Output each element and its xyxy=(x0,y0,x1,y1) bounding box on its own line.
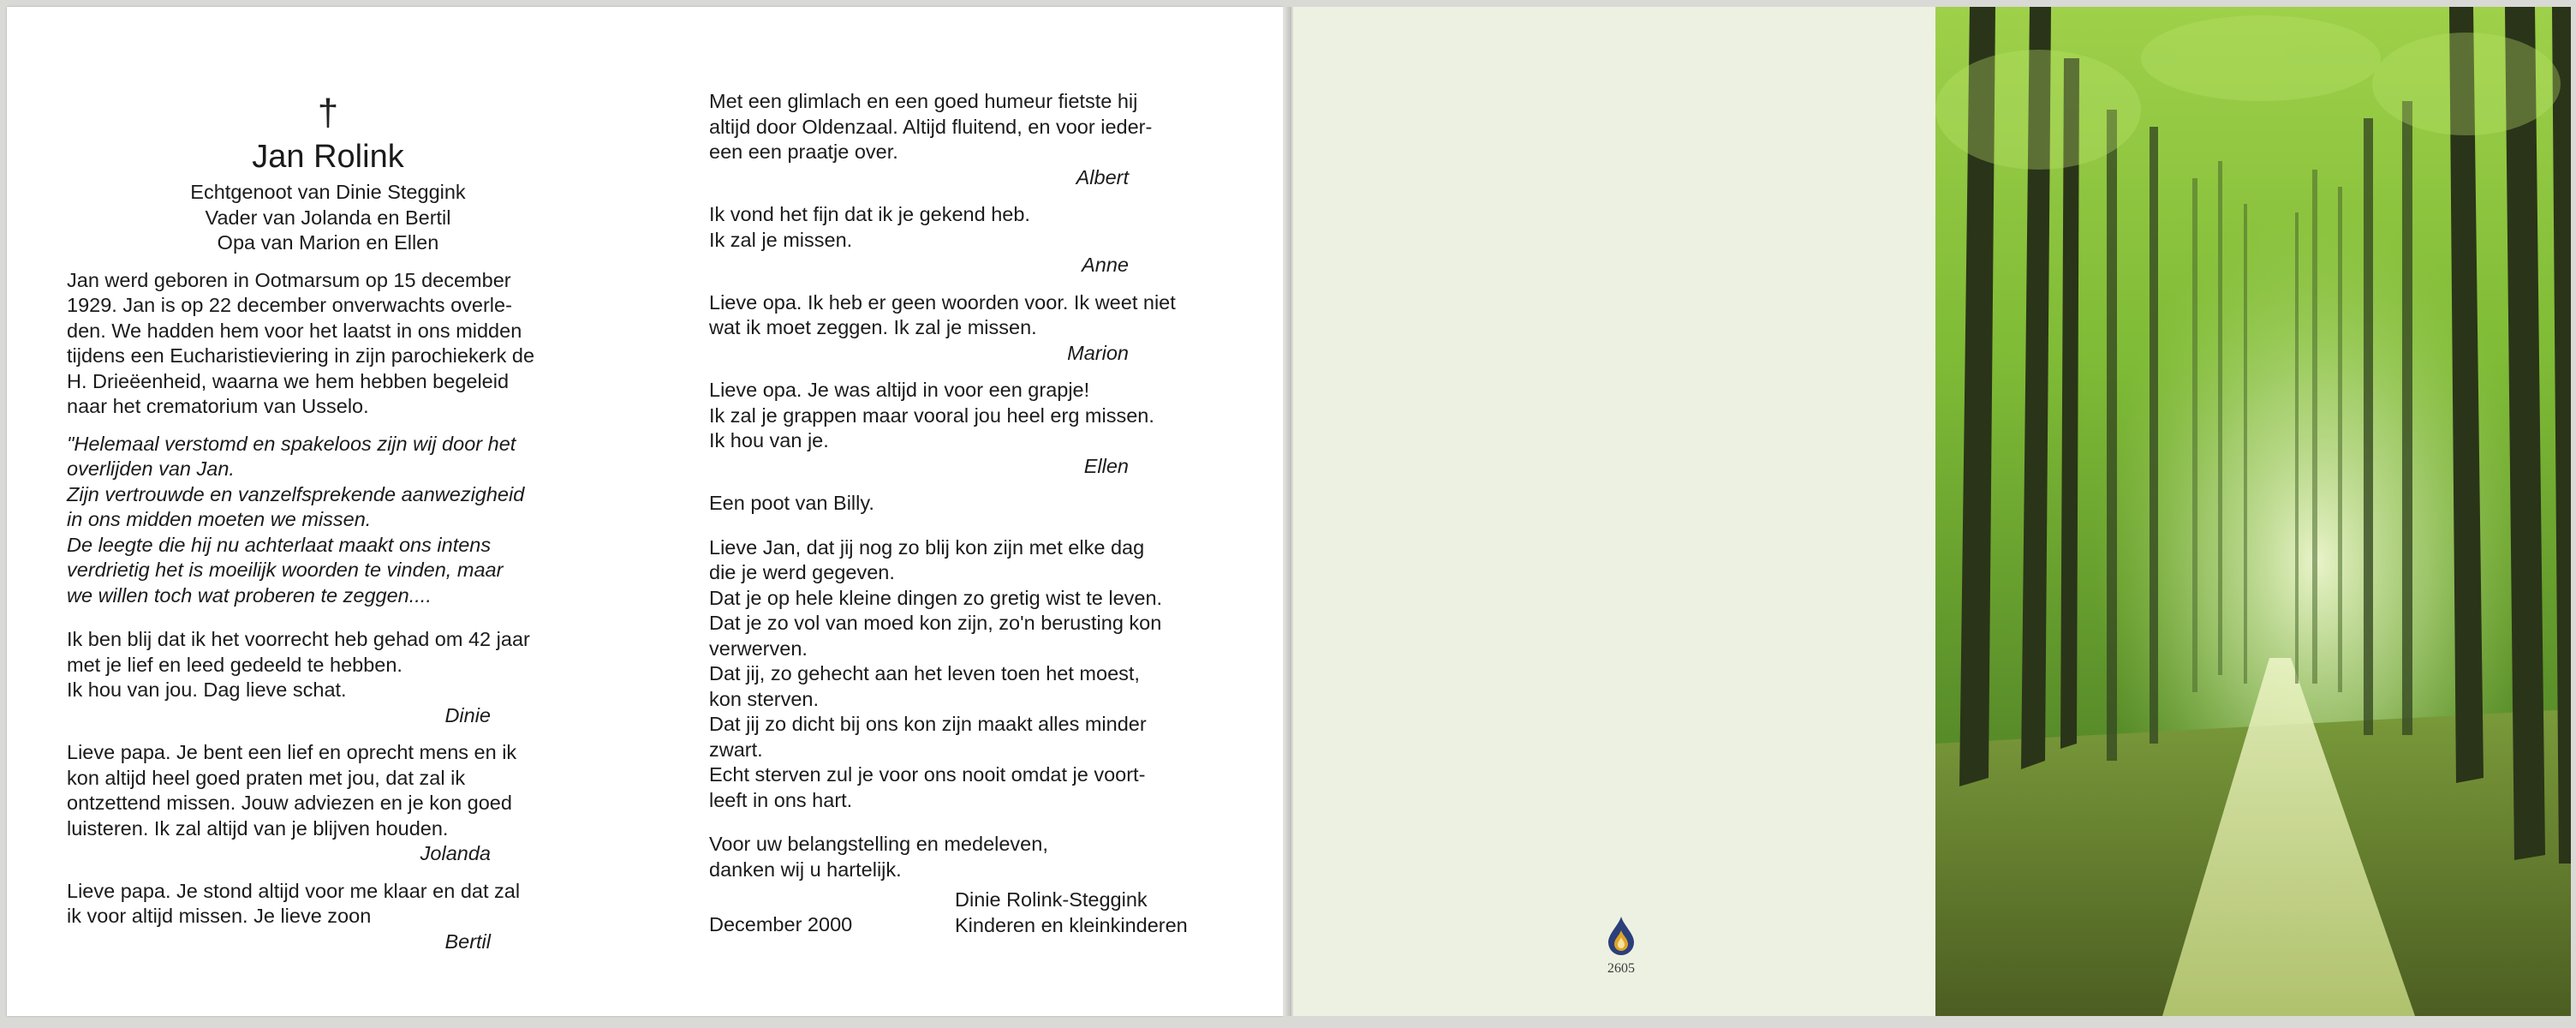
message-line: luisteren. Ik zal altijd van je blijven houden. xyxy=(67,816,449,840)
dinie-message xyxy=(67,627,589,728)
back-page xyxy=(1293,7,2571,1016)
message-line: Ik vond het fijn dat ik je gekend heb. xyxy=(709,203,1030,225)
message-line: altijd door Oldenzaal. Altijd fluitend, en voor ieder- xyxy=(709,115,1153,138)
message-line: Ik hou van je. xyxy=(709,429,829,451)
message-line: ontzettend missen. Jouw adviezen en je kon goed xyxy=(67,792,512,814)
biography-line: naar het crematorium van Usselo. xyxy=(67,395,369,417)
billy-message: Een poot van Billy. xyxy=(709,492,874,514)
poem-line: Echt sterven zul je voor ons nooit omdat je voort- xyxy=(709,763,1146,786)
poem-line: leeft in ons hart. xyxy=(709,788,853,811)
biography-line: den. We hadden hem voor het laatst in ons midden xyxy=(67,319,522,342)
signature-albert: Albert xyxy=(1076,165,1129,188)
quote-line: we willen toch wat proberen te zeggen.... xyxy=(67,583,432,607)
signoff-line: Kinderen en kleinkinderen xyxy=(955,913,1188,936)
quote-paragraph xyxy=(67,432,589,609)
message-line: Lieve papa. Je bent een lief en oprecht mens en ik xyxy=(67,741,517,763)
flame-drop-icon xyxy=(1600,915,1643,962)
cross-symbol: † xyxy=(317,92,339,134)
inner-spread-page xyxy=(7,7,1283,1016)
print-number: 2605 xyxy=(1607,961,1635,976)
poem-line: zwart. xyxy=(709,738,763,761)
signature-bertil: Bertil xyxy=(444,929,491,953)
right-text-column xyxy=(709,89,1231,938)
quote-line: De leegte die hij nu achterlaat maakt ons intens xyxy=(67,533,492,556)
relation-line-grandchildren: Opa van Marion en Ellen xyxy=(217,231,439,254)
signature-anne: Anne xyxy=(1082,254,1129,276)
message-line: Ik hou van jou. Dag lieve schat. xyxy=(67,678,347,701)
message-line: Ik zal je missen. xyxy=(709,228,853,251)
thanks-line: Voor uw belangstelling en medeleven, xyxy=(709,833,1048,855)
poem-line: kon sterven. xyxy=(709,687,820,710)
signature-ellen: Ellen xyxy=(1083,454,1129,477)
signoff-line: Dinie Rolink-Steggink xyxy=(955,888,1148,911)
poem xyxy=(709,535,1231,814)
anne-message xyxy=(709,202,1231,278)
poem-line: Lieve Jan, dat jij nog zo blij kon zijn met elke dag xyxy=(709,535,1145,559)
albert-message xyxy=(709,89,1231,190)
deceased-name: Jan Rolink xyxy=(252,139,404,175)
message-line: wat ik moet zeggen. Ik zal je missen. xyxy=(709,316,1037,338)
poem-line: Dat je zo vol van moed kon zijn, zo'n berusting kon xyxy=(709,612,1162,634)
biography-line: Jan werd geboren in Ootmarsum op 15 december xyxy=(67,268,511,291)
biography-line: 1929. Jan is op 22 december onverwachts overle- xyxy=(67,294,512,316)
relation-line-children: Vader van Jolanda en Bertil xyxy=(205,206,451,229)
jolanda-message xyxy=(67,740,589,867)
quote-line: Zijn vertrouwde en vanzelfsprekende aanwezigheid xyxy=(67,482,525,505)
message-line: Lieve opa. Ik heb er geen woorden voor. Ik weet niet xyxy=(709,290,1176,314)
quote-line: "Helemaal verstomd en spakeloos zijn wij door het xyxy=(67,432,516,455)
quote-line: verdrietig het is moeilijk woorden te vinden, maar xyxy=(67,559,504,581)
quote-line: overlijden van Jan. xyxy=(67,457,235,480)
poem-line: Dat jij, zo gehecht aan het leven toen het moest, xyxy=(709,662,1140,684)
poem-line: Dat jij zo dicht bij ons kon zijn maakt alles minder xyxy=(709,713,1147,735)
thanks-paragraph xyxy=(709,832,1231,882)
relation-line-spouse: Echtgenoot van Dinie Steggink xyxy=(190,181,466,203)
biography-line: tijdens een Eucharistieviering in zijn parochiekerk de xyxy=(67,344,535,367)
signature-marion: Marion xyxy=(1067,341,1129,364)
poem-line: die je werd gegeven. xyxy=(709,561,895,583)
biography-line: H. Drieëenheid, waarna we hem hebben begeleid xyxy=(67,369,510,392)
message-line: Ik zal je grappen maar vooral jou heel erg missen. xyxy=(709,403,1154,427)
signature-dinie: Dinie xyxy=(444,703,491,726)
marion-message xyxy=(709,290,1231,367)
left-text-column xyxy=(67,93,589,954)
message-line: met je lief en leed gedeeld te hebben. xyxy=(67,653,402,676)
message-line: een een praatje over. xyxy=(709,140,898,163)
message-line: Met een glimlach en een goed humeur fietste hij xyxy=(709,90,1138,112)
page-fold-shadow xyxy=(1283,7,1291,1016)
bertil-message xyxy=(67,879,589,955)
ellen-message xyxy=(709,378,1231,479)
poem-line: verwerven. xyxy=(709,637,808,660)
biography-paragraph xyxy=(67,268,589,420)
message-line: ik voor altijd missen. Je lieve zoon xyxy=(67,905,372,927)
message-line: Lieve papa. Je stond altijd voor me klaar en dat zal xyxy=(67,879,521,902)
thanks-line: danken wij u hartelijk. xyxy=(709,858,902,881)
card-date: December 2000 xyxy=(709,913,853,935)
forest-path-photo xyxy=(1935,7,2571,1016)
message-line: kon altijd heel goed praten met jou, dat zal ik xyxy=(67,766,466,789)
signature-jolanda: Jolanda xyxy=(420,842,491,864)
message-line: Lieve opa. Je was altijd in voor een grapje! xyxy=(709,379,1090,401)
message-line: Ik ben blij dat ik het voorrecht heb gehad om 42 jaar xyxy=(67,628,530,650)
poem-line: Dat je op hele kleine dingen zo gretig wist te leven. xyxy=(709,586,1163,609)
quote-line: in ons midden moeten we missen. xyxy=(67,508,372,530)
